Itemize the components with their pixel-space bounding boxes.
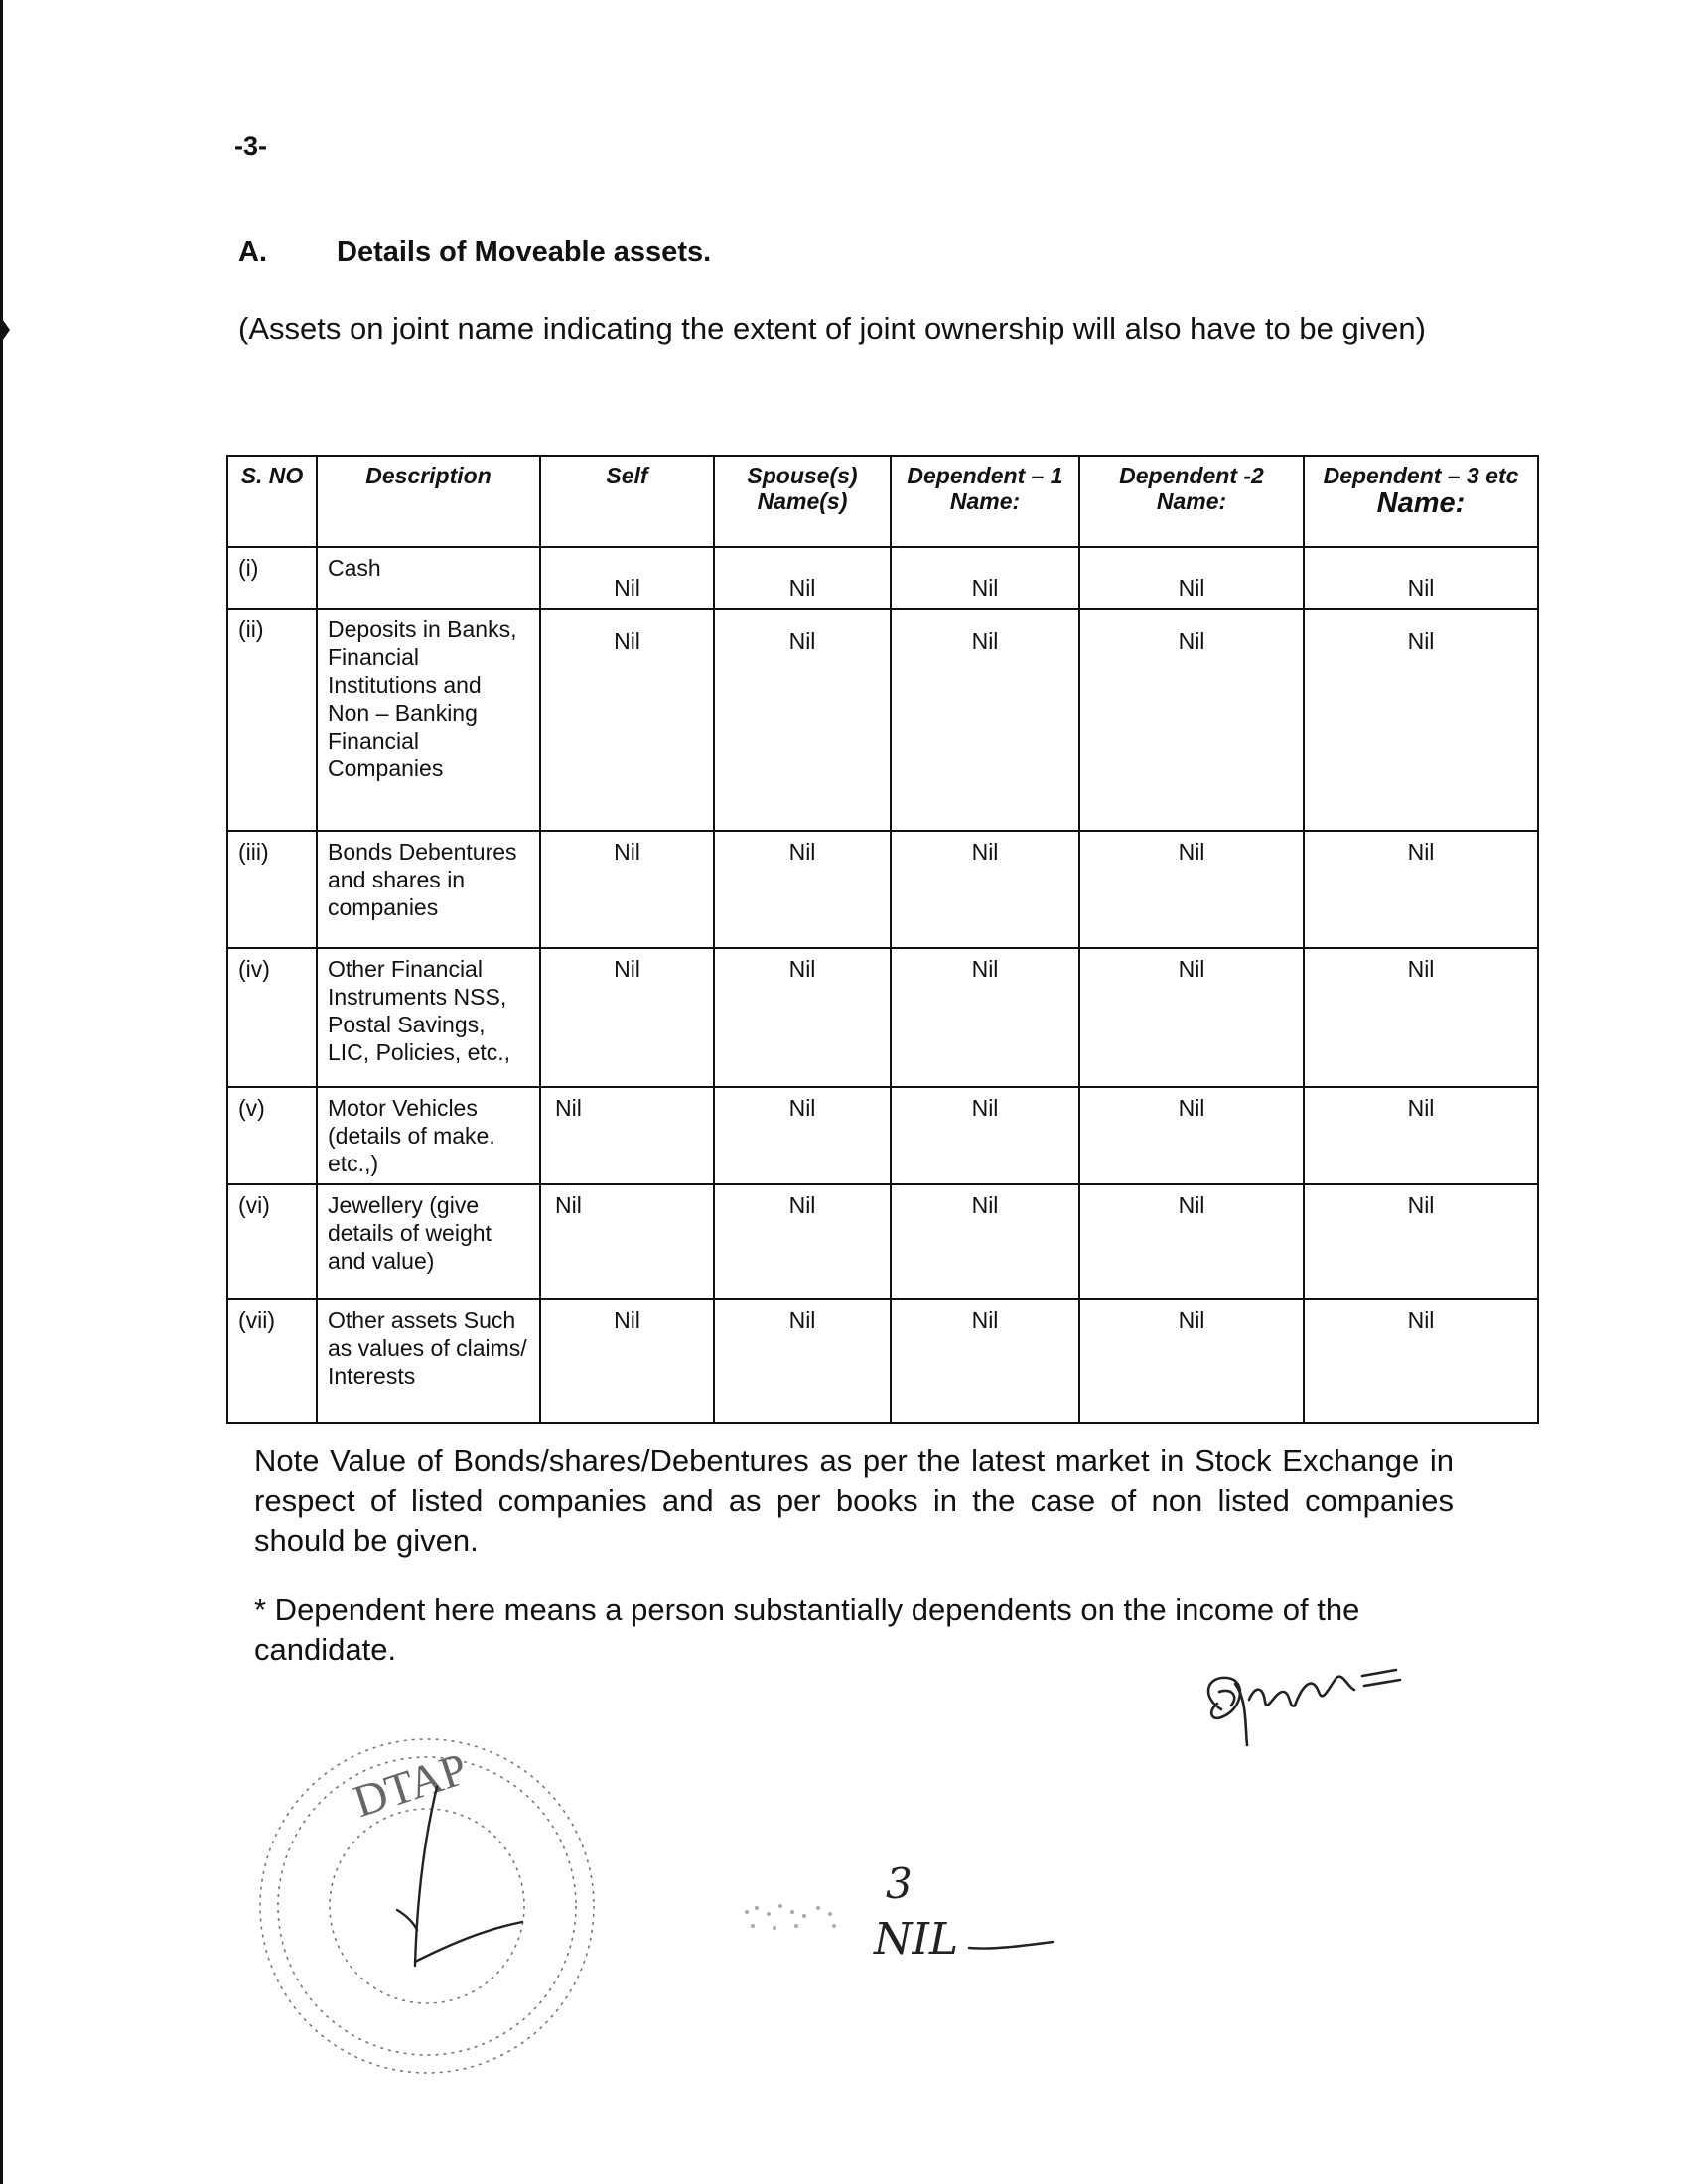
handwritten-nil: NIL (874, 1914, 959, 1965)
table-row (227, 547, 1538, 609)
table-header-row (227, 456, 1538, 547)
row-dependent-2-value: Nil (1079, 609, 1304, 831)
row-self-value: Nil (540, 1184, 714, 1299)
header-dependent-1-label: Dependent – 1 (907, 463, 1063, 488)
row-dependent-3-value: Nil (1304, 1299, 1538, 1423)
row-description: Other Financial Instruments NSS, Postal Savings, LIC, Policies, etc., (317, 948, 540, 1087)
table-row (227, 1299, 1538, 1423)
moveable-assets-table (226, 455, 1539, 1424)
row-self-value: Nil (540, 1299, 714, 1423)
signature-image (1192, 1648, 1440, 1757)
dependent-definition-note: * Dependent here means a person substantially dependents on the income of the candidate. (254, 1592, 1360, 1667)
row-dependent-3-value: Nil (1304, 547, 1538, 609)
row-dependent-1-value: Nil (891, 831, 1079, 948)
section-instruction: (Assets on joint name indicating the extent of joint ownership will also have to be given) (238, 311, 1426, 345)
row-dependent-2-value: Nil (1079, 1087, 1304, 1184)
row-dependent-1-value: Nil (891, 948, 1079, 1087)
row-dependent-1-value: Nil (891, 1087, 1079, 1184)
row-sno: (ii) (227, 609, 317, 831)
row-spouse-value: Nil (714, 1087, 891, 1184)
row-dependent-3-value: Nil (1304, 831, 1538, 948)
table-row (227, 1184, 1538, 1299)
row-self-value: Nil (540, 1087, 714, 1184)
row-dependent-3-value: Nil (1304, 1184, 1538, 1299)
row-dependent-3-value: Nil (1304, 609, 1538, 831)
valuation-note: Note Value of Bonds/shares/Debentures as per the latest market in Stock Exchange in respect of listed companies and as per books in the case of non listed companies should be given. (254, 1443, 1454, 1558)
row-self-value: Nil (540, 609, 714, 831)
row-self-value: Nil (540, 547, 714, 609)
official-seal-stamp (248, 1727, 616, 2095)
row-spouse-value: Nil (714, 948, 891, 1087)
row-dependent-1-value: Nil (891, 609, 1079, 831)
row-self-value: Nil (540, 948, 714, 1087)
section-title: Details of Moveable assets. (337, 236, 712, 268)
row-dependent-2-value: Nil (1079, 948, 1304, 1087)
row-dependent-2-value: Nil (1079, 547, 1304, 609)
row-sno: (vi) (227, 1184, 317, 1299)
row-dependent-1-value: Nil (891, 1299, 1079, 1423)
row-sno: (v) (227, 1087, 317, 1184)
row-sno: (vii) (227, 1299, 317, 1423)
row-spouse-value: Nil (714, 1184, 891, 1299)
page-edge-notch (0, 316, 10, 343)
row-dependent-1-value: Nil (891, 1184, 1079, 1299)
header-dependent-3-name: Name: (1376, 487, 1466, 519)
header-dependent-1-name: Name: (949, 488, 1021, 514)
section-letter: A. (238, 236, 267, 268)
row-sno: (iii) (227, 831, 317, 948)
header-dependent-2: Dependent -2 Name: (1079, 456, 1304, 547)
row-dependent-3-value: Nil (1304, 1087, 1538, 1184)
row-description: Motor Vehicles (details of make. etc.,) (317, 1087, 540, 1184)
table-row (227, 948, 1538, 1087)
row-spouse-value: Nil (714, 547, 891, 609)
header-description: Description (317, 456, 540, 547)
faded-stamp-marks (745, 1904, 836, 1930)
header-self: Self (540, 456, 714, 547)
row-sno: (i) (227, 547, 317, 609)
row-spouse-value: Nil (714, 609, 891, 831)
table-row (227, 831, 1538, 948)
page-number: -3- (234, 131, 267, 161)
table-row (227, 1087, 1538, 1184)
row-description: Jewellery (give details of weight and value) (317, 1184, 540, 1299)
row-description: Deposits in Banks, Financial Institutions and Non – Banking Financial Companies (317, 609, 540, 831)
header-spouse: Spouse(s) Name(s) (714, 456, 891, 547)
header-sno: S. NO (227, 456, 317, 547)
seal-text: DTAP (347, 1742, 474, 1828)
row-description: Cash (317, 547, 540, 609)
header-dependent-3-label: Dependent – 3 etc (1323, 463, 1519, 488)
row-dependent-2-value: Nil (1079, 831, 1304, 948)
row-description: Other assets Such as values of claims/ Interests (317, 1299, 540, 1423)
row-sno: (iv) (227, 948, 317, 1087)
header-dependent-1 (891, 456, 1079, 547)
row-dependent-1-value: Nil (891, 547, 1079, 609)
row-dependent-2-value: Nil (1079, 1299, 1304, 1423)
table-row (227, 609, 1538, 831)
row-spouse-value: Nil (714, 1299, 891, 1423)
row-description: Bonds Debentures and shares in companies (317, 831, 540, 948)
row-spouse-value: Nil (714, 831, 891, 948)
handwritten-annotation (735, 1846, 1062, 1966)
handwritten-number: 3 (886, 1859, 913, 1908)
row-dependent-3-value: Nil (1304, 948, 1538, 1087)
header-dependent-3 (1304, 456, 1538, 547)
row-self-value: Nil (540, 831, 714, 948)
row-dependent-2-value: Nil (1079, 1184, 1304, 1299)
